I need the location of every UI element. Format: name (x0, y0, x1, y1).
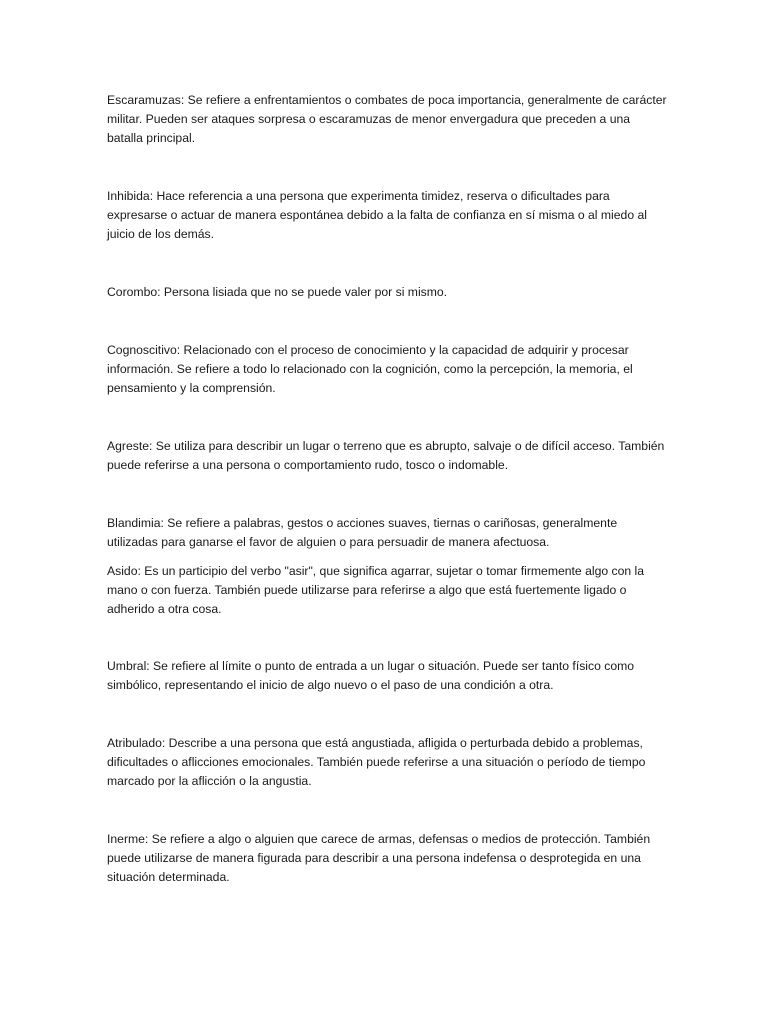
paragraph-corombo: Corombo: Persona lisiada que no se puede valer por si mismo. (107, 285, 448, 299)
paragraph-umbral: Umbral: Se refiere al límite o punto de entrada a un lugar o situación. Puede ser tanto físico como simbólico, representando el inicio de algo nuevo o el paso de una condición a otra. (107, 659, 635, 693)
paragraph-cognoscitivo: Cognoscitivo: Relacionado con el proceso de conocimiento y la capacidad de adquirir y procesar información. Se refiere a todo lo relacionado con la cognición, como la percepción, la memoria, el pensamiento y la comprensión. (107, 343, 633, 396)
paragraph-escaramuzas: Escaramuzas: Se refiere a enfrentamientos o combates de poca importancia, generalmente de carácter militar. Pueden ser ataques sorpresa o escaramuzas de menor envergadura que preceden a una batalla principal. (107, 93, 667, 146)
paragraph-blandimia: Blandimia: Se refiere a palabras, gestos o acciones suaves, tiernas o cariñosas, generalmente utilizadas para ganarse el favor de alguien o para persuadir de manera afectuosa. (107, 516, 618, 550)
paragraph-inerme: Inerme: Se refiere a algo o alguien que carece de armas, defensas o medios de protección. También puede utilizarse de manera figurada para describir a una persona indefensa o desprotegida en una situación determinada. (107, 832, 651, 885)
paragraph-inhibida: Inhibida: Hace referencia a una persona que experimenta timidez, reserva o dificultades para expresarse o actuar de manera espontánea debido a la falta de confianza en sí misma o al miedo al juicio de los demás. (107, 189, 647, 242)
paragraph-agreste: Agreste: Se utiliza para describir un lugar o terreno que es abrupto, salvaje o de difícil acceso. También puede referirse a una persona o comportamiento rudo, tosco o indomable. (107, 439, 665, 473)
paragraph-atribulado: Atribulado: Describe a una persona que está angustiada, afligida o perturbada debido a problemas, dificultades o aflicciones emocionales. También puede referirse a una situación o período de tiempo marcado por la aflicción o la angustia. (107, 736, 646, 789)
paragraph-asido: Asido: Es un participio del verbo "asir", que significa agarrar, sujetar o tomar firmemente algo con la mano o con fuerza. También puede utilizarse para referirse a algo que está fuertemente ligado o adherido a otra cosa. (107, 564, 645, 617)
